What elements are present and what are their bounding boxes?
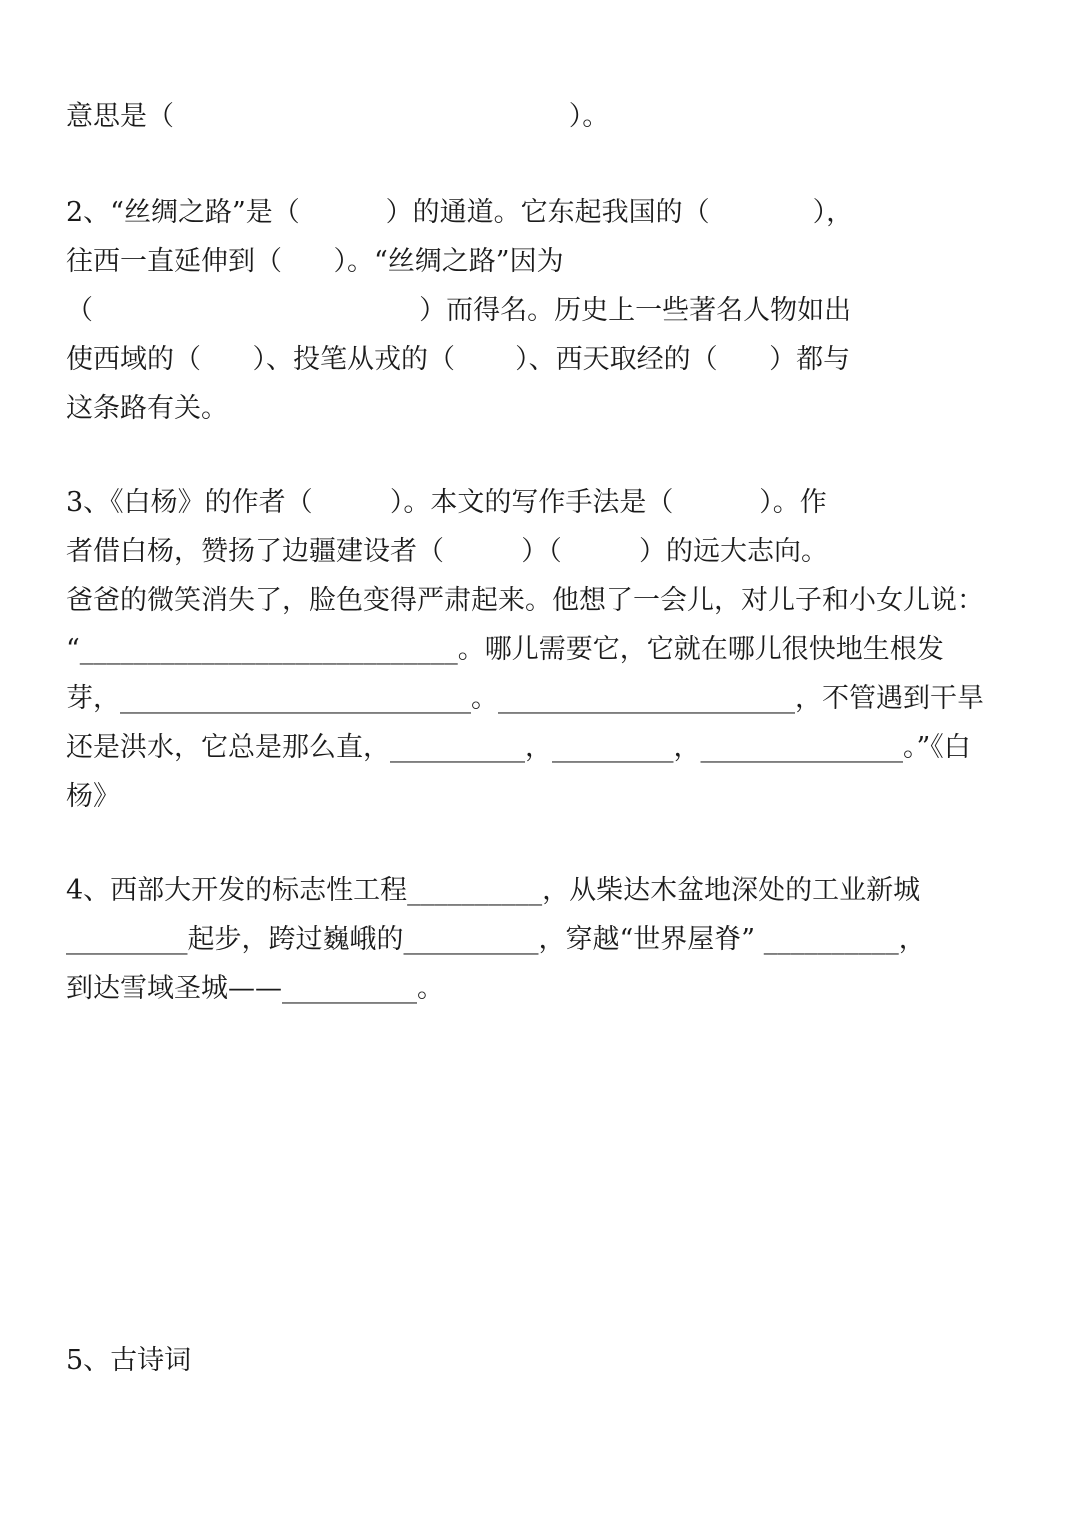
- question-5-heading: 5、古诗词: [66, 1345, 192, 1376]
- text-line: 到达雪域圣城——__________。: [66, 973, 444, 1004]
- question-4-line: 4、西部大开发的标志性工程__________，从柴达木盆地深处的工业新城: [66, 875, 921, 906]
- text-line: “____________________________。哪儿需要它，它就在哪儿很快地生根发: [66, 634, 944, 665]
- question-3-line: 3、《白杨》的作者（ ）。本文的写作手法是（ ）。作: [66, 487, 827, 518]
- text-line: _________起步，跨过巍峨的__________，穿越“世界屋脊” __________，: [66, 924, 926, 955]
- text-line: 意思是（ ）。: [66, 101, 610, 132]
- text-line: 爸爸的微笑消失了，脸色变得严肃起来。他想了一会儿，对儿子和小女儿说：: [66, 585, 984, 616]
- text-line: 还是洪水，它总是那么直，__________，_________，_______________。”《白: [66, 732, 971, 763]
- text-line: 这条路有关。: [66, 393, 228, 424]
- text-line: 杨》: [66, 781, 120, 812]
- text-line: 使西域的（ ）、投笔从戎的（ ）、西天取经的（ ）都与: [66, 344, 851, 375]
- question-2-line: 2、“丝绸之路”是（ ）的通道。它东起我国的（ ），: [66, 197, 854, 228]
- text-line: 往西一直延伸到（ ）。“丝绸之路”因为: [66, 246, 564, 277]
- text-line: 芽，__________________________。______________________，不管遇到干旱: [66, 683, 984, 714]
- text-line: 者借白杨，赞扬了边疆建设者（ ）（ ）的远大志向。: [66, 536, 828, 567]
- text-line: （ ）而得名。历史上一些著名人物如出: [66, 295, 852, 326]
